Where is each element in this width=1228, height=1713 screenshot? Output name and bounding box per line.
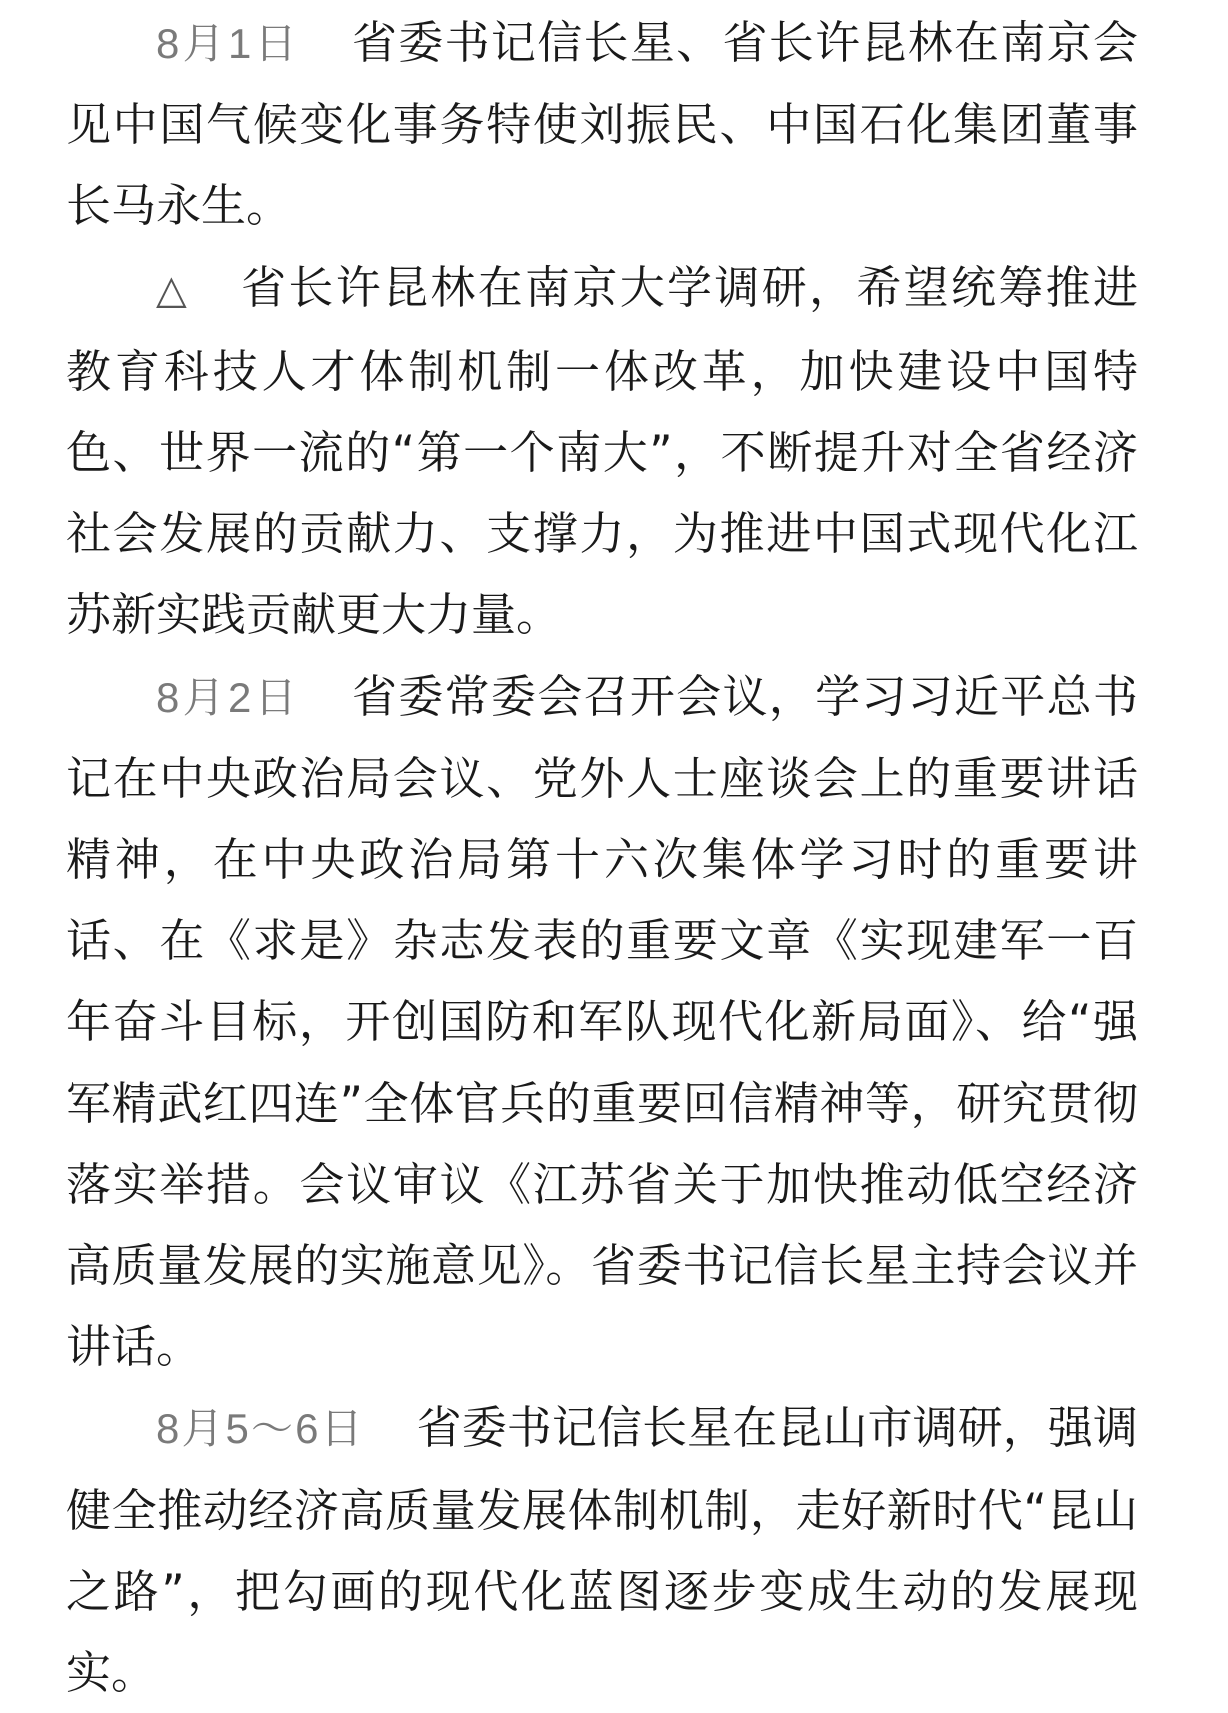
triangle-marker-icon: △	[156, 266, 190, 313]
entry-date: 8月5～6日	[156, 1405, 365, 1453]
chronicle-entry-aug-1	[66, 2, 1138, 247]
entry-date: 8月1日	[156, 20, 300, 67]
chronicle-entry-aug-1-continued	[66, 247, 1138, 656]
entry-text: 省委书记信长星、省长许昆林在南京会见中国气候变化事务特使刘振民、中国石化集团董事长马永生。	[66, 16, 1138, 233]
chronicle-entry-aug-5-6	[66, 1387, 1138, 1713]
entry-text: 省委书记信长星在昆山市调研，强调健全推动经济高质量发展体制机制，走好新时代“昆山之路”，把勾画的现代化蓝图逐步变成生动的发展现实。	[66, 1401, 1138, 1700]
entry-date: 8月2日	[156, 673, 300, 721]
entry-text: 省委常委会召开会议，学习习近平总书记在中央政治局会议、党外人士座谈会上的重要讲话精神，在中央政治局第十六次集体学习时的重要讲话、在《求是》杂志发表的重要文章《实现建军一百年奋斗目标，开创国防和军队现代化新局面》、给“强军精武红四连”全体官兵的重要回信精神等，研究贯彻落实举措。会议审议《江苏省关于加快推动低空经济高质量发展的实施意见》。省委书记信长星主持会议并讲话。	[66, 669, 1138, 1374]
entry-text: 省长许昆林在南京大学调研，希望统筹推进教育科技人才体制机制一体改革，加快建设中国特色、世界一流的“第一个南大”，不断提升对全省经济社会发展的贡献力、支撑力，为推进中国式现代化江苏新实践贡献更大力量。	[66, 260, 1138, 642]
chronicle-entry-aug-2	[66, 656, 1138, 1388]
